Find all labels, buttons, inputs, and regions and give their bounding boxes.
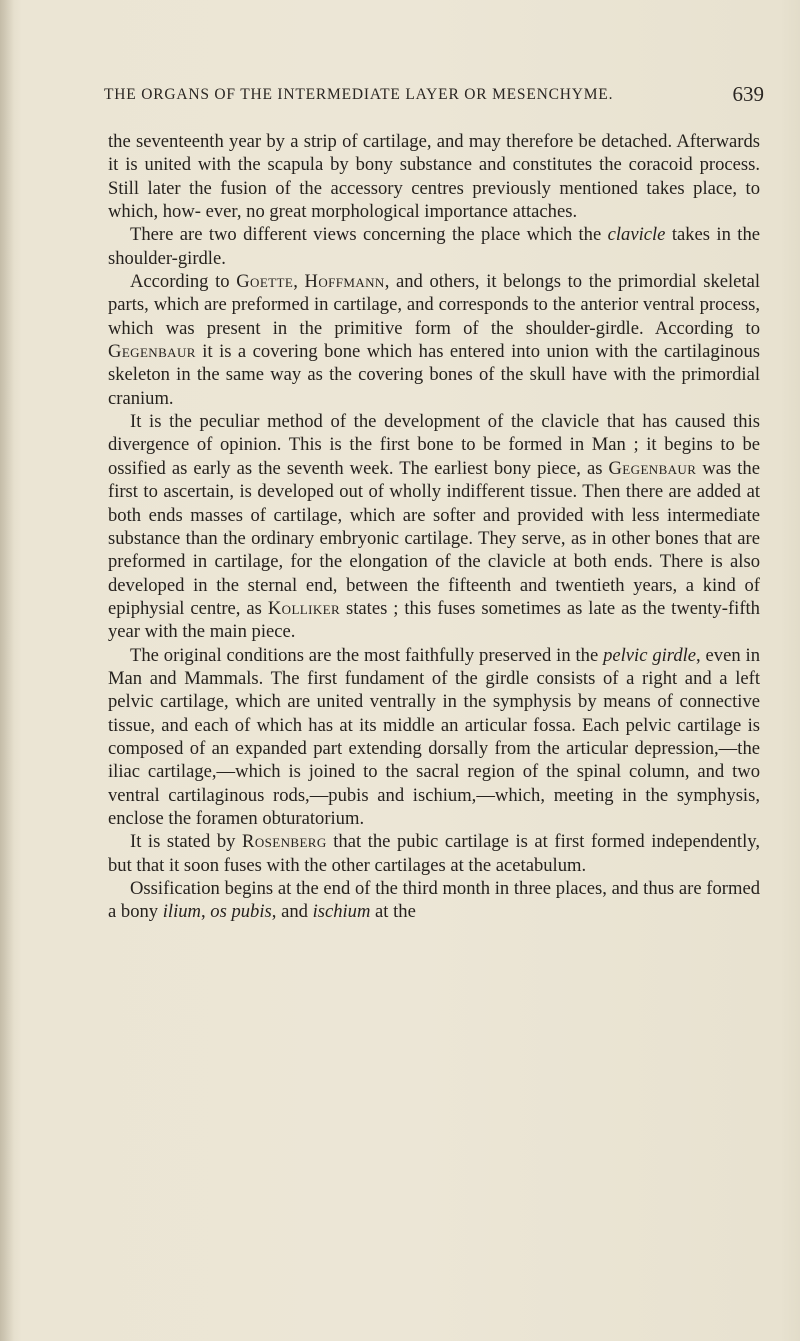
- text-run: , and others, it belongs to the primordial skeletal parts, which are preformed in cartilage, and corresponds to the anterior ventral process, which was present in the primitive form of the shoulder-girdle. According to: [108, 271, 761, 339]
- author-name: Kolliker: [267, 597, 341, 619]
- author-name: Rosenberg: [242, 831, 327, 853]
- paragraph: [108, 130, 760, 223]
- text-run: , even in Man and Mammals. The first fundament of the girdle consists of a right and a left pelvic cartilage, which are united ventrally in the symphysis by means of connective tissue, and each of which has at its middle an articular fossa. Each pelvic cartilage is composed of an expanded part extending dorsally from the articular depression,—the iliac cartilage,—which is joined to the sacral region of the spinal column, and two ventral cartilaginous rods,—pubis and ischium,—which, meeting in the symphysis, enclose the foramen obturatorium.: [108, 644, 760, 829]
- author-name: Goette: [236, 271, 294, 293]
- author-name: Gegenbaur: [608, 457, 697, 479]
- running-head: [104, 82, 764, 106]
- paragraph: [108, 644, 760, 831]
- text-run: It is the peculiar method of the development of the clavicle that has caused this divergence of opinion. This is the first bone to be formed in Man ; it begins to be ossified as early as the seventh week. The earliest bony piece, as: [108, 411, 760, 479]
- emphasis-term: ischium: [312, 901, 371, 923]
- text-run: that the pubic cartilage is at first formed independently, but that it soon fuses with the other cartilages at the acetabulum.: [108, 831, 760, 876]
- paragraph: [108, 877, 760, 924]
- text-run: ,: [200, 901, 211, 923]
- text-run: , and: [271, 901, 313, 923]
- text-run: the seventeenth year by a strip of cartilage, and may therefore be detached. Afterwards it is united with the scapula by bony substance and constitutes the coracoid process. Still later the fusion of the accessory centres previously mentioned takes place, to which, how- ever, no great morphological importance attaches.: [108, 131, 760, 223]
- text-run: at the: [370, 901, 416, 923]
- text-run: ,: [293, 271, 305, 293]
- text-run: According to: [130, 271, 237, 293]
- running-head-title: THE ORGANS OF THE INTERMEDIATE LAYER OR MESENCHYME.: [104, 86, 614, 103]
- text-run: it is a covering bone which has entered into union with the cartilaginous skeleton in the same way as the covering bones of the skull have with the primordial cranium.: [108, 341, 760, 409]
- author-name: Hoffmann: [304, 271, 385, 293]
- paragraph: [108, 830, 760, 877]
- emphasis-term: os pubis: [210, 901, 272, 923]
- text-run: The original conditions are the most faithfully preserved in the: [130, 644, 604, 666]
- paragraph: [108, 410, 760, 643]
- paragraph: [108, 270, 760, 410]
- text-run: Ossification begins at the end of the third month in three places, and thus are formed a bony: [108, 878, 760, 923]
- body-text: [108, 130, 760, 924]
- emphasis-term: ilium: [162, 901, 201, 923]
- text-run: states ; this fuses sometimes as late as the twenty-fifth year with the main piece.: [108, 597, 760, 643]
- emphasis-term: pelvic girdle: [603, 644, 697, 666]
- text-run: It is stated by: [130, 831, 243, 853]
- emphasis-term: clavicle: [607, 224, 666, 246]
- text-run: was the first to ascertain, is developed out of wholly indifferent tissue. Then there are added at both ends masses of cartilage, which are softer and provided with less intermediate substance than the ordinary embryonic cartilage. They serve, as in other bones that are preformed in cartilage, for the elongation of the clavicle at both ends. There is also developed in the sternal end, between the fifteenth and twentieth years, a kind of epiphysial centre, as: [108, 457, 760, 619]
- page-number: 639: [732, 82, 764, 106]
- text-run: takes in the shoulder-girdle.: [108, 224, 761, 269]
- paragraph: [108, 223, 760, 270]
- text-run: There are two different views concerning the place which the: [130, 224, 608, 246]
- author-name: Gegenbaur: [108, 341, 196, 363]
- binding-shadow: [0, 0, 14, 1341]
